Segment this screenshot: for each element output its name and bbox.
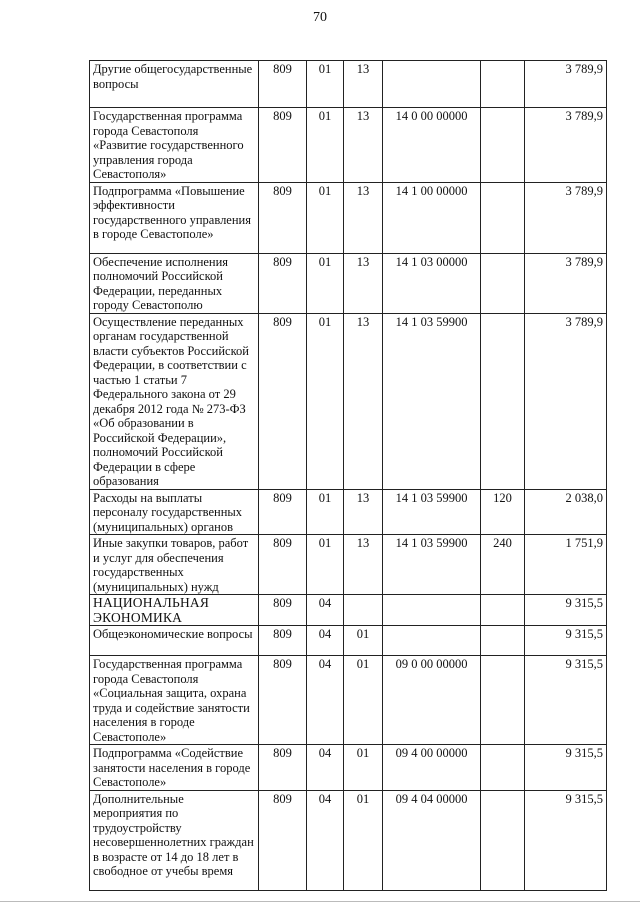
section-code: 04	[307, 595, 344, 626]
amount: 2 038,0	[525, 489, 607, 535]
subsection-code: 13	[344, 535, 383, 595]
table-row	[90, 595, 607, 626]
subsection-code: 13	[344, 489, 383, 535]
section-code: 01	[307, 182, 344, 253]
table-row	[90, 790, 607, 890]
amount: 9 315,5	[525, 626, 607, 656]
target-item-code: 14 1 00 00000	[383, 182, 481, 253]
subsection-code: 13	[344, 313, 383, 489]
amount: 3 789,9	[525, 108, 607, 183]
row-name: Подпрограмма «Содействие занятости населения в городе Севастополе»	[90, 745, 259, 791]
target-item-code: 14 1 03 59900	[383, 489, 481, 535]
ministry-code: 809	[259, 253, 307, 313]
page-bottom-edge	[0, 901, 640, 902]
expense-type-code	[481, 61, 525, 108]
target-item-code: 14 0 00 00000	[383, 108, 481, 183]
amount: 9 315,5	[525, 656, 607, 745]
budget-table	[89, 60, 607, 891]
target-item-code: 14 1 03 00000	[383, 253, 481, 313]
ministry-code: 809	[259, 489, 307, 535]
subsection-code	[344, 595, 383, 626]
row-name: Государственная программа города Севастополя «Социальная защита, охрана труда и содействие занятости населения в городе Севастополе»	[90, 656, 259, 745]
target-item-code	[383, 61, 481, 108]
ministry-code: 809	[259, 535, 307, 595]
table-row	[90, 61, 607, 108]
target-item-code: 09 4 04 00000	[383, 790, 481, 890]
table-row	[90, 108, 607, 183]
table-row	[90, 745, 607, 791]
section-code: 04	[307, 745, 344, 791]
subsection-code: 01	[344, 626, 383, 656]
table-row	[90, 535, 607, 595]
page-number: 70	[313, 10, 327, 25]
section-code: 01	[307, 253, 344, 313]
expense-type-code: 120	[481, 489, 525, 535]
target-item-code: 09 4 00 00000	[383, 745, 481, 791]
expense-type-code	[481, 595, 525, 626]
ministry-code: 809	[259, 626, 307, 656]
expense-type-code	[481, 656, 525, 745]
row-name: НАЦИОНАЛЬНАЯ ЭКОНОМИКА	[90, 595, 259, 626]
subsection-code: 01	[344, 745, 383, 791]
ministry-code: 809	[259, 313, 307, 489]
subsection-code: 01	[344, 790, 383, 890]
row-name: Другие общегосударственные вопросы	[90, 61, 259, 108]
target-item-code	[383, 595, 481, 626]
subsection-code: 13	[344, 182, 383, 253]
table-row	[90, 313, 607, 489]
target-item-code	[383, 626, 481, 656]
ministry-code: 809	[259, 745, 307, 791]
section-code: 01	[307, 313, 344, 489]
row-name: Дополнительные мероприятия по трудоустройству несовершеннолетних граждан в возрасте от 14 до 18 лет в свободное от учебы время	[90, 790, 259, 890]
subsection-code: 13	[344, 253, 383, 313]
expense-type-code	[481, 313, 525, 489]
target-item-code: 14 1 03 59900	[383, 535, 481, 595]
target-item-code: 09 0 00 00000	[383, 656, 481, 745]
amount: 9 315,5	[525, 790, 607, 890]
amount: 3 789,9	[525, 182, 607, 253]
subsection-code: 13	[344, 61, 383, 108]
ministry-code: 809	[259, 656, 307, 745]
ministry-code: 809	[259, 61, 307, 108]
expense-type-code	[481, 108, 525, 183]
expense-type-code	[481, 253, 525, 313]
row-name: Расходы на выплаты персоналу государственных (муниципальных) органов	[90, 489, 259, 535]
section-code: 01	[307, 61, 344, 108]
table-row	[90, 182, 607, 253]
expense-type-code	[481, 790, 525, 890]
table-row	[90, 253, 607, 313]
ministry-code: 809	[259, 182, 307, 253]
section-code: 04	[307, 656, 344, 745]
subsection-code: 01	[344, 656, 383, 745]
section-code: 04	[307, 790, 344, 890]
ministry-code: 809	[259, 108, 307, 183]
ministry-code: 809	[259, 595, 307, 626]
section-code: 04	[307, 626, 344, 656]
table-row	[90, 489, 607, 535]
ministry-code: 809	[259, 790, 307, 890]
amount: 9 315,5	[525, 745, 607, 791]
subsection-code: 13	[344, 108, 383, 183]
row-name: Осуществление переданных органам государственной власти субъектов Российской Федерации, в соответствии с частью 1 статьи 7 Федерального закона от 29 декабря 2012 года № 273-ФЗ «Об образовании в Российской Федерации», полномочий Российской Федерации в сфере образования	[90, 313, 259, 489]
expense-type-code	[481, 745, 525, 791]
table-row	[90, 626, 607, 656]
row-name: Государственная программа города Севастополя «Развитие государственного управления города Севастополя»	[90, 108, 259, 183]
amount: 3 789,9	[525, 61, 607, 108]
row-name: Обеспечение исполнения полномочий Российской Федерации, переданных городу Севастополю	[90, 253, 259, 313]
expense-type-code: 240	[481, 535, 525, 595]
row-name: Иные закупки товаров, работ и услуг для обеспечения государственных (муниципальных) нужд	[90, 535, 259, 595]
amount: 3 789,9	[525, 253, 607, 313]
row-name: Подпрограмма «Повышение эффективности государственного управления в городе Севастополе»	[90, 182, 259, 253]
target-item-code: 14 1 03 59900	[383, 313, 481, 489]
amount: 9 315,5	[525, 595, 607, 626]
section-code: 01	[307, 535, 344, 595]
section-code: 01	[307, 108, 344, 183]
amount: 3 789,9	[525, 313, 607, 489]
section-code: 01	[307, 489, 344, 535]
expense-type-code	[481, 182, 525, 253]
amount: 1 751,9	[525, 535, 607, 595]
row-name: Общеэкономические вопросы	[90, 626, 259, 656]
expense-type-code	[481, 626, 525, 656]
table-row	[90, 656, 607, 745]
